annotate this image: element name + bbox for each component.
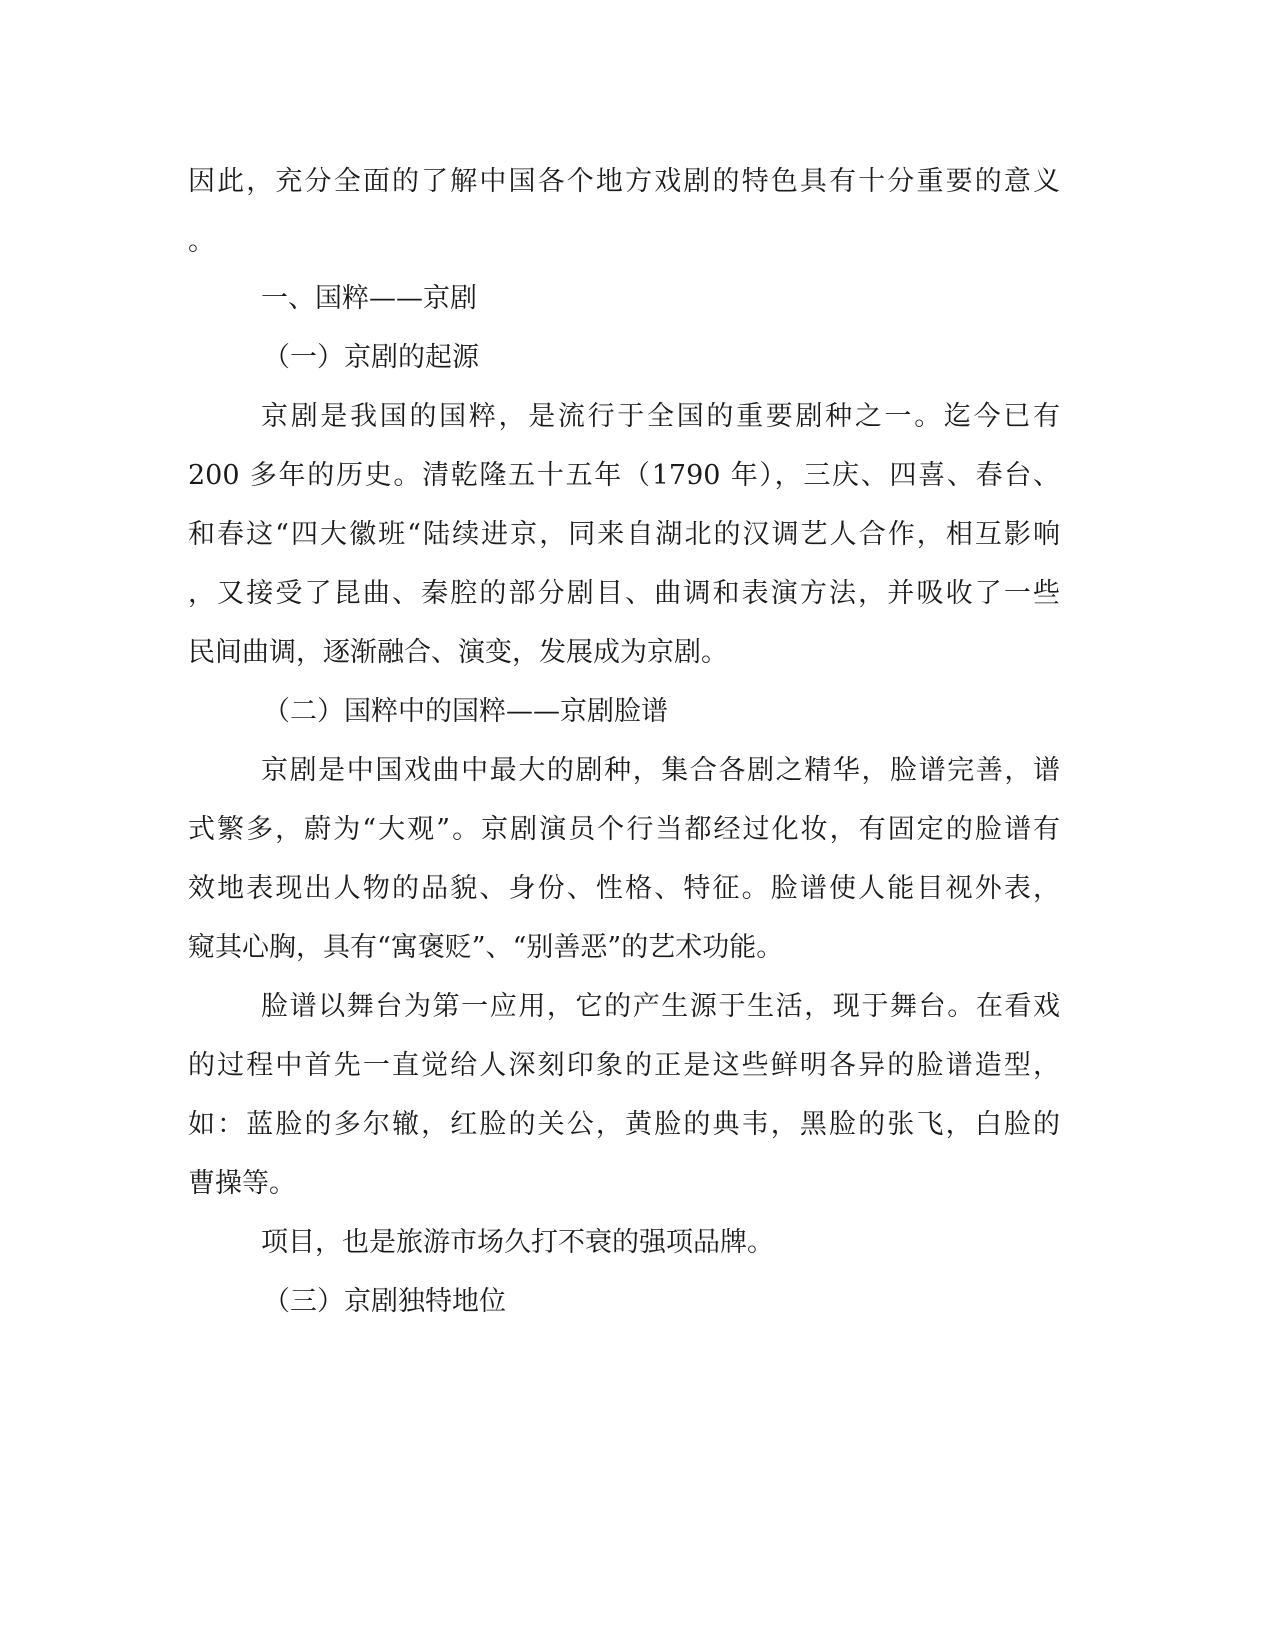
paragraph-line: 民间曲调，逐渐融合、演变，发展成为京剧。 (188, 637, 728, 668)
subsection-heading: （二）国粹中的国粹——京剧脸谱 (263, 696, 668, 727)
paragraph-line: 。 (188, 226, 215, 257)
paragraph-line: 如：蓝脸的多尔辙，红脸的关公，黄脸的典韦，黑脸的张飞，白脸的 (188, 1109, 1060, 1140)
paragraph-line: 京剧是中国戏曲中最大的剧种，集合各剧之精华，脸谱完善，谱 (261, 755, 1060, 786)
paragraph-line: 的过程中首先一直觉给人深刻印象的正是这些鲜明各异的脸谱造型， (188, 1050, 1060, 1081)
paragraph-line: 曹操等。 (188, 1168, 296, 1199)
paragraph-line: 和春这“四大徽班“陆续进京，同来自湖北的汉调艺人合作，相互影响 (188, 519, 1060, 550)
paragraph-line: 200 多年的历史。清乾隆五十五年（1790 年），三庆、四喜、春台、 (188, 460, 1060, 491)
paragraph-line: 京剧是我国的国粹，是流行于全国的重要剧种之一。迄今已有 (261, 401, 1060, 432)
paragraph-line: 因此，充分全面的了解中国各个地方戏剧的特色具有十分重要的意义 (188, 166, 1060, 197)
section-heading: 一、国粹——京剧 (261, 283, 477, 314)
subsection-heading: （三）京剧独特地位 (263, 1286, 506, 1317)
paragraph-line: 项目，也是旅游市场久打不衰的强项品牌。 (261, 1227, 774, 1258)
paragraph-line: ，又接受了昆曲、秦腔的部分剧目、曲调和表演方法，并吸收了一些 (188, 578, 1060, 609)
paragraph-line: 窥其心胸，具有“寓褒贬”、“别善恶”的艺术功能。 (188, 932, 784, 963)
paragraph-line: 式繁多，蔚为“大观”。京剧演员个行当都经过化妆，有固定的脸谱有 (188, 814, 1060, 845)
subsection-heading: （一）京剧的起源 (263, 342, 479, 373)
paragraph-line: 效地表现出人物的品貌、身份、性格、特征。脸谱使人能目视外表， (188, 873, 1060, 904)
paragraph-line: 脸谱以舞台为第一应用，它的产生源于生活，现于舞台。在看戏 (261, 991, 1060, 1022)
